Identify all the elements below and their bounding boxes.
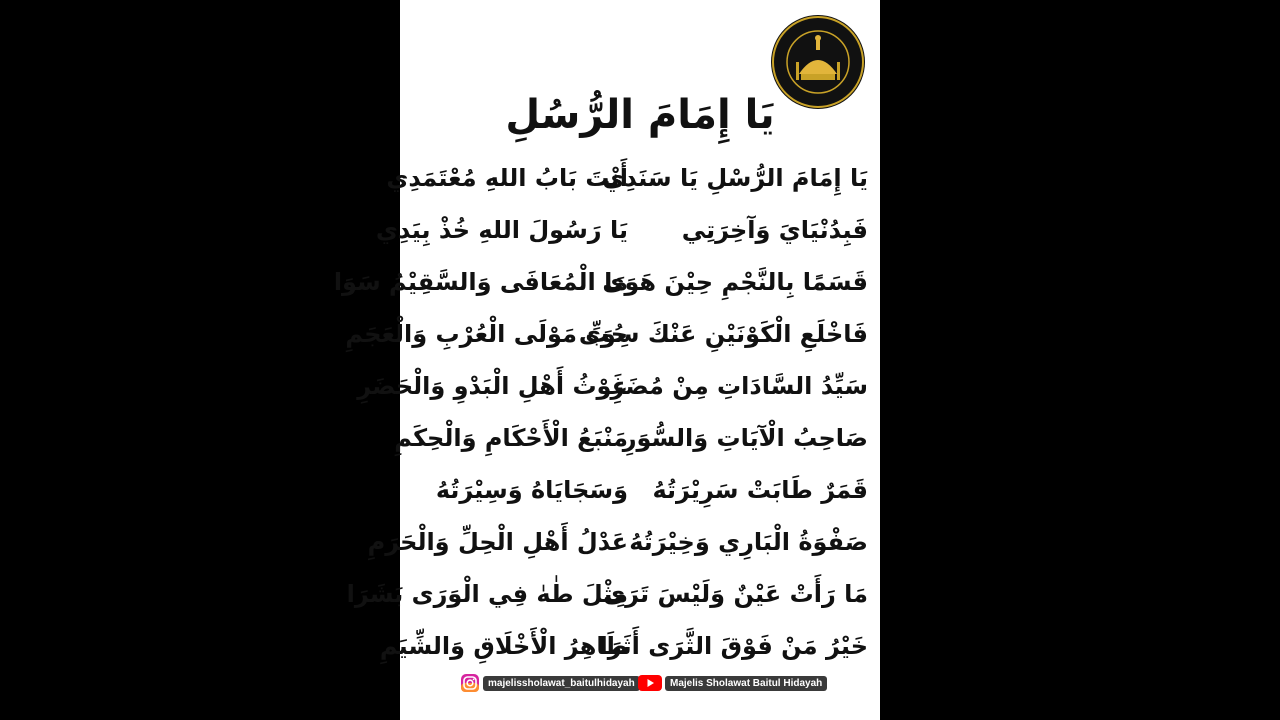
verse-second-half: مَنْبَعُ الْأَحْكَامِ وَالْحِكَمِ [394,424,628,452]
verse-first-half: مَا رَأَتْ عَيْنٌ وَلَيْسَ تَرَى [603,580,868,608]
verse-second-half: غَوْثُ أَهْلِ الْبَدْوِ وَالْحَضَرِ [357,372,628,400]
youtube-link[interactable] [638,672,827,694]
verse-first-half: صَفْوَةُ الْبَارِي وَخِيْرَتُهُ [629,528,868,556]
verse-second-half: أَنْتَ بَابُ اللهِ مُعْتَمَدِي [386,164,628,192]
page-title: يَا إِمَامَ الرُّسُلِ [505,92,775,138]
youtube-channel-name: Majelis Sholawat Baitul Hidayah [665,676,827,691]
verse-second-half: طَاهِرُ الْأَخْلَاقِ وَالشِّيَمِ [379,632,628,660]
instagram-icon [460,673,480,693]
verse-second-half: يَا رَسُولَ اللهِ خُذْ بِيَدِي [375,216,628,244]
lyrics-page [333,0,880,720]
verse-first-half: قَمَرٌ طَابَتْ سَرِيْرَتُهُ [652,476,868,504]
verse-first-half: يَا إِمَامَ الرُّسْلِ يَا سَنَدِي [602,164,868,192]
verse-row [345,308,880,360]
verse-row [386,152,880,204]
verse-first-half: قَسَمًا بِالنَّجْمِ حِيْنَ هَوَى [602,268,868,296]
verse-row [394,412,880,464]
verse-first-half: خَيْرُ مَنْ فَوْقَ الثَّرَى أَثَرَا [599,632,868,660]
social-footer [400,668,880,698]
verse-first-half: فَبِدُنْيَايَ وَآخِرَتِي [681,216,868,244]
verse-row [357,360,880,412]
verse-row [400,464,880,516]
verse-row [346,568,880,620]
verse-second-half: عَدْلُ أَهْلِ الْحِلِّ وَالْحَرَمِ [367,528,628,556]
verse-second-half: مِثْلَ طٰهٰ فِي الْوَرَى بَشَرَا [346,580,628,608]
verse-second-half: حُبِّ مَوْلَى الْعُرْبِ وَالْعَجَمِ [345,320,628,348]
instagram-link[interactable] [460,672,640,694]
verse-list [333,152,880,672]
verse-row [375,204,880,256]
instagram-handle: majelissholawat_baitulhidayah [483,676,640,691]
verse-second-half: وَسَجَايَاهُ وَسِيْرَتُهُ [435,476,628,504]
verse-first-half: صَاحِبُ الْآيَاتِ وَالسُّوَرِ [622,424,868,452]
verse-row [333,256,880,308]
verse-first-half: فَاخْلَعِ الْكَوْنَيْنِ عَنْكَ سِوَى [578,320,868,348]
youtube-icon [638,674,662,692]
verse-second-half: مَا الْمُعَافَى وَالسَّقِيْمُ سَوَا [333,268,628,296]
verse-row [379,620,880,672]
verse-row [367,516,880,568]
verse-first-half: سَيِّدُ السَّادَاتِ مِنْ مُضَرِ [610,372,868,400]
